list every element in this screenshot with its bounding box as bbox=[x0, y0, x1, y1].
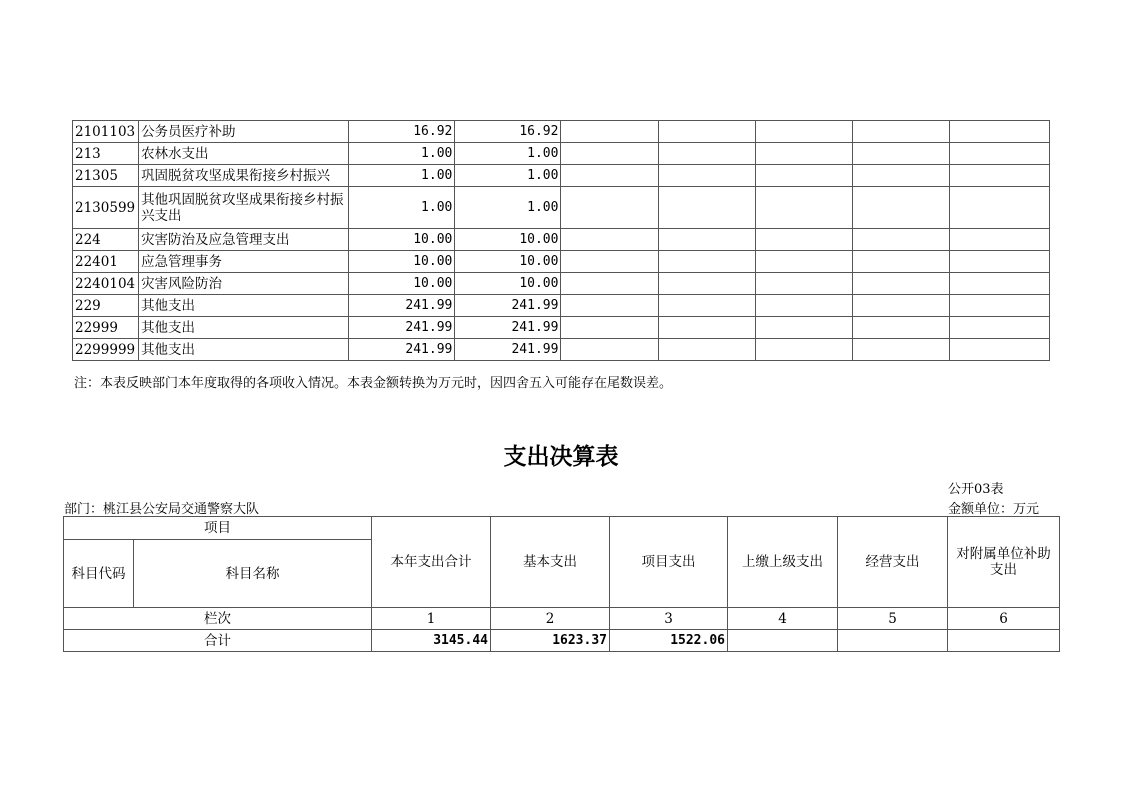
empty-cell bbox=[755, 229, 852, 251]
empty-cell bbox=[949, 165, 1049, 187]
basic-amount: 16.92 bbox=[455, 121, 561, 143]
subject-name: 灾害风险防治 bbox=[139, 273, 349, 295]
basic-amount: 1.00 bbox=[455, 187, 561, 229]
subject-name: 农林水支出 bbox=[139, 143, 349, 165]
basic-amount: 1.00 bbox=[455, 165, 561, 187]
empty-cell bbox=[949, 273, 1049, 295]
empty-cell bbox=[658, 187, 755, 229]
col-header-upper: 上缴上级支出 bbox=[728, 517, 838, 608]
table-row bbox=[73, 229, 1050, 251]
subject-code: 213 bbox=[73, 143, 139, 165]
col-header-total: 本年支出合计 bbox=[372, 517, 491, 608]
empty-cell bbox=[658, 229, 755, 251]
empty-cell bbox=[561, 121, 658, 143]
empty-cell bbox=[949, 229, 1049, 251]
basic-amount: 241.99 bbox=[455, 339, 561, 361]
empty-cell bbox=[949, 251, 1049, 273]
empty-cell bbox=[561, 165, 658, 187]
column-number: 1 bbox=[372, 608, 491, 630]
empty-cell bbox=[561, 229, 658, 251]
empty-cell bbox=[949, 339, 1049, 361]
subject-name: 其他支出 bbox=[139, 295, 349, 317]
total-amount: 10.00 bbox=[349, 251, 455, 273]
empty-cell bbox=[755, 317, 852, 339]
name-header: 科目名称 bbox=[134, 540, 372, 608]
column-number: 5 bbox=[838, 608, 948, 630]
subject-name: 灾害防治及应急管理支出 bbox=[139, 229, 349, 251]
total-amount: 10.00 bbox=[349, 229, 455, 251]
table-row bbox=[73, 143, 1050, 165]
empty-cell bbox=[949, 143, 1049, 165]
empty-cell bbox=[561, 143, 658, 165]
empty-cell bbox=[755, 273, 852, 295]
subject-code: 2240104 bbox=[73, 273, 139, 295]
total-amount: 10.00 bbox=[349, 273, 455, 295]
empty-cell bbox=[755, 143, 852, 165]
total-amount: 1.00 bbox=[349, 143, 455, 165]
basic-amount: 10.00 bbox=[455, 229, 561, 251]
empty-cell bbox=[561, 251, 658, 273]
empty-cell bbox=[561, 317, 658, 339]
subject-name: 其他巩固脱贫攻坚成果衔接乡村振兴支出 bbox=[139, 187, 349, 229]
table-row bbox=[73, 121, 1050, 143]
table-row bbox=[73, 165, 1050, 187]
empty-cell bbox=[658, 143, 755, 165]
empty-cell bbox=[658, 121, 755, 143]
basic-amount: 10.00 bbox=[455, 273, 561, 295]
empty-cell bbox=[755, 187, 852, 229]
subject-name: 应急管理事务 bbox=[139, 251, 349, 273]
total-project: 1522.06 bbox=[610, 630, 728, 652]
basic-amount: 241.99 bbox=[455, 295, 561, 317]
subject-code: 21305 bbox=[73, 165, 139, 187]
subject-code: 22401 bbox=[73, 251, 139, 273]
empty-cell bbox=[658, 165, 755, 187]
empty-cell bbox=[755, 251, 852, 273]
col-header-basic: 基本支出 bbox=[491, 517, 610, 608]
empty-cell bbox=[658, 251, 755, 273]
header-row bbox=[64, 517, 1060, 540]
basic-amount: 1.00 bbox=[455, 143, 561, 165]
subject-code: 2101103 bbox=[73, 121, 139, 143]
subject-name: 其他支出 bbox=[139, 339, 349, 361]
empty-cell bbox=[561, 339, 658, 361]
empty-cell bbox=[949, 295, 1049, 317]
subject-name: 公务员医疗补助 bbox=[139, 121, 349, 143]
page-title: 支出决算表 bbox=[503, 444, 619, 470]
empty-cell bbox=[852, 273, 949, 295]
total-amount: 241.99 bbox=[349, 339, 455, 361]
empty-cell bbox=[949, 121, 1049, 143]
col-header-subsidy: 对附属单位补助支出 bbox=[948, 517, 1060, 608]
empty-cell bbox=[755, 165, 852, 187]
total-amount: 1.00 bbox=[349, 165, 455, 187]
total-row bbox=[64, 630, 1060, 652]
total-basic: 1623.37 bbox=[491, 630, 610, 652]
empty-cell bbox=[658, 317, 755, 339]
total-label: 合计 bbox=[64, 630, 372, 652]
table-row bbox=[73, 339, 1050, 361]
subject-code: 2130599 bbox=[73, 187, 139, 229]
table-footnote: 注：本表反映部门本年度取得的各项收入情况。本表金额转换为万元时，因四舍五入可能存在尾数误差。 bbox=[74, 376, 673, 391]
total-upper bbox=[728, 630, 838, 652]
column-number: 4 bbox=[728, 608, 838, 630]
table-row bbox=[73, 251, 1050, 273]
table-row bbox=[73, 317, 1050, 339]
subject-code: 229 bbox=[73, 295, 139, 317]
empty-cell bbox=[852, 165, 949, 187]
column-number: 3 bbox=[610, 608, 728, 630]
empty-cell bbox=[755, 295, 852, 317]
subject-code: 224 bbox=[73, 229, 139, 251]
total-amount: 16.92 bbox=[349, 121, 455, 143]
department-label: 部门：桃江县公安局交通警察大队 bbox=[64, 502, 260, 517]
column-label: 栏次 bbox=[64, 608, 372, 630]
code-header: 科目代码 bbox=[64, 540, 134, 608]
empty-cell bbox=[852, 143, 949, 165]
empty-cell bbox=[658, 295, 755, 317]
total-amount: 241.99 bbox=[349, 295, 455, 317]
total-business bbox=[838, 630, 948, 652]
subject-code: 22999 bbox=[73, 317, 139, 339]
col-header-business: 经营支出 bbox=[838, 517, 948, 608]
empty-cell bbox=[949, 317, 1049, 339]
column-number: 2 bbox=[491, 608, 610, 630]
form-number: 公开03表 bbox=[948, 482, 1004, 497]
empty-cell bbox=[852, 229, 949, 251]
empty-cell bbox=[658, 273, 755, 295]
expenditure-summary-table bbox=[63, 516, 1060, 652]
empty-cell bbox=[755, 121, 852, 143]
table-row bbox=[73, 295, 1050, 317]
amount-unit-label: 金额单位：万元 bbox=[948, 502, 1040, 517]
subject-name: 巩固脱贫攻坚成果衔接乡村振兴 bbox=[139, 165, 349, 187]
total-expenditure: 3145.44 bbox=[372, 630, 491, 652]
empty-cell bbox=[658, 339, 755, 361]
table-row bbox=[73, 187, 1050, 229]
table-row bbox=[73, 273, 1050, 295]
total-amount: 1.00 bbox=[349, 187, 455, 229]
item-header: 项目 bbox=[64, 517, 372, 540]
col-header-project: 项目支出 bbox=[610, 517, 728, 608]
empty-cell bbox=[561, 295, 658, 317]
column-number: 6 bbox=[948, 608, 1060, 630]
basic-amount: 241.99 bbox=[455, 317, 561, 339]
total-amount: 241.99 bbox=[349, 317, 455, 339]
empty-cell bbox=[561, 187, 658, 229]
empty-cell bbox=[852, 251, 949, 273]
empty-cell bbox=[852, 187, 949, 229]
basic-amount: 10.00 bbox=[455, 251, 561, 273]
empty-cell bbox=[852, 121, 949, 143]
column-number-row bbox=[64, 608, 1060, 630]
expenditure-detail-table bbox=[72, 120, 1050, 361]
empty-cell bbox=[755, 339, 852, 361]
empty-cell bbox=[852, 317, 949, 339]
empty-cell bbox=[852, 339, 949, 361]
total-subsidy bbox=[948, 630, 1060, 652]
empty-cell bbox=[561, 273, 658, 295]
subject-code: 2299999 bbox=[73, 339, 139, 361]
empty-cell bbox=[852, 295, 949, 317]
subject-name: 其他支出 bbox=[139, 317, 349, 339]
empty-cell bbox=[949, 187, 1049, 229]
